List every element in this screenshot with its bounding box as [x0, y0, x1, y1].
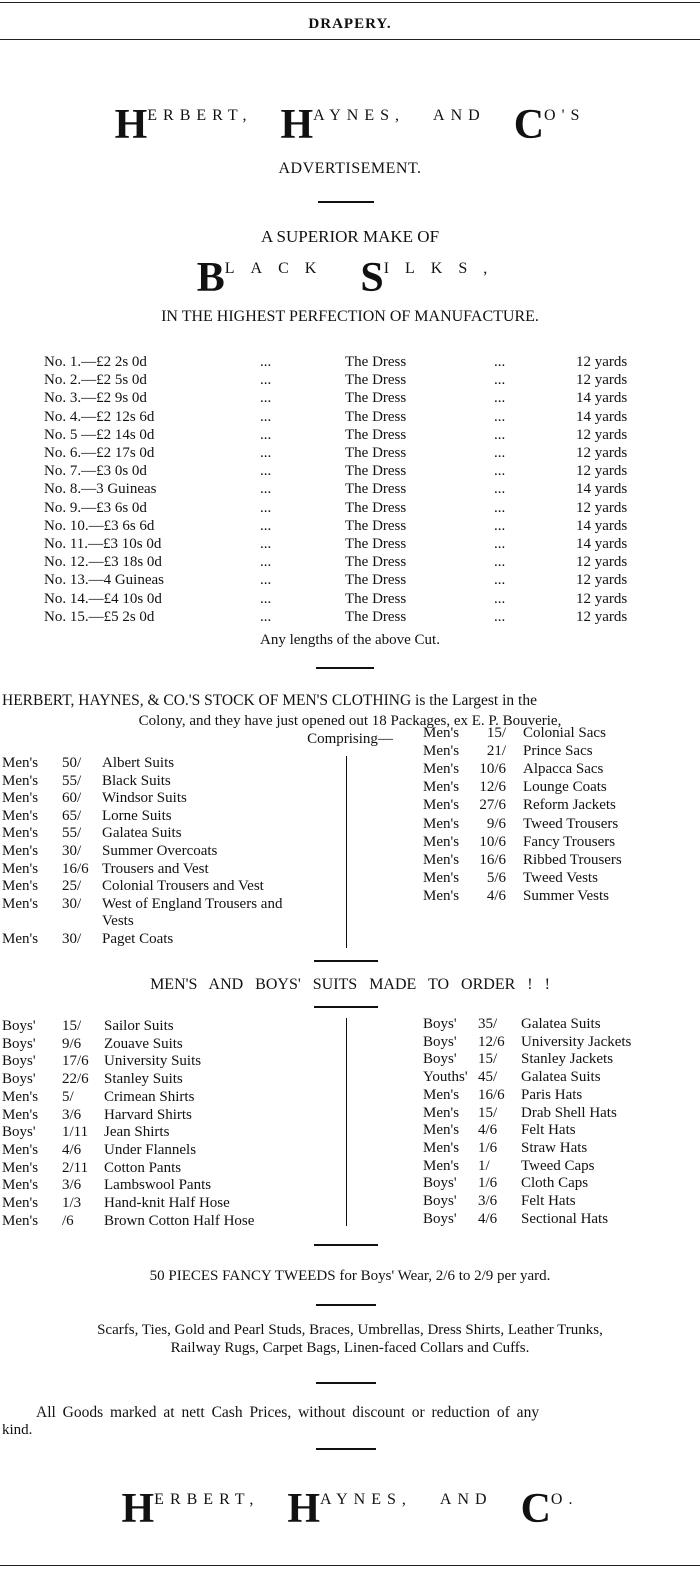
price-row — [0, 427, 700, 445]
price-row — [0, 372, 700, 390]
ellipsis: ... — [494, 408, 506, 425]
price-label: 3/6 — [478, 1193, 498, 1209]
cash-notice-line2: kind. — [2, 1422, 33, 1438]
dress-label: The Dress — [345, 463, 407, 480]
clothing-row — [0, 1140, 700, 1158]
item-label: Alpacca Sacs — [523, 761, 604, 778]
clothing-row — [0, 1105, 700, 1123]
ellipsis: ... — [260, 499, 272, 516]
clothing-row — [0, 1034, 700, 1052]
ellipsis: ... — [494, 499, 506, 516]
buyer-label: Boys' — [2, 1018, 36, 1034]
ellipsis: ... — [260, 481, 272, 498]
buyer-label: Men's — [2, 1141, 39, 1158]
clothing-row — [0, 1175, 700, 1193]
price-label: 35/ — [478, 1016, 498, 1032]
dress-label: The Dress — [345, 426, 407, 443]
initial-h2: H — [280, 102, 314, 148]
clothing-row — [0, 1051, 700, 1069]
price-label: 30/ — [62, 843, 82, 859]
buyer-label: Men's — [423, 833, 460, 850]
item-label: Tweed Vests — [523, 869, 598, 886]
price-label: 55/ — [62, 825, 82, 842]
buyer-label: Men's — [2, 931, 39, 947]
item-label: Felt Hats — [521, 1122, 576, 1139]
item-label: University Jackets — [521, 1033, 632, 1050]
clothing-row — [0, 761, 700, 779]
price-number: No. 4.—£2 12s 6d — [44, 408, 155, 425]
sundries-line2: Railway Rugs, Carpet Bags, Linen-faced Collars and Cuffs. — [170, 1340, 530, 1356]
item-label: Tweed Trousers — [523, 815, 619, 832]
buyer-label: Boys' — [423, 1051, 457, 1068]
word-haynes: AYNES, — [320, 1491, 412, 1508]
dress-label: The Dress — [345, 390, 407, 407]
divider — [314, 1006, 378, 1008]
dress-label: The Dress — [345, 517, 407, 534]
yardage: 12 yards — [576, 372, 628, 389]
buyer-label: Men's — [423, 761, 460, 778]
price-label: 16/6 — [479, 851, 506, 868]
ellipsis: ... — [260, 554, 272, 571]
price-label: 17/6 — [62, 1053, 89, 1070]
any-lengths-note: Any lengths of the above Cut. — [260, 632, 440, 648]
buyer-label: Men's — [2, 1159, 39, 1176]
word-and: AND — [433, 107, 486, 124]
buyer-label: Boys' — [2, 1124, 36, 1141]
buyer-label: Men's — [423, 851, 460, 868]
item-label: Sailor Suits — [104, 1018, 174, 1034]
price-row — [0, 481, 700, 499]
price-row — [0, 518, 700, 536]
yardage: 12 yards — [576, 554, 628, 571]
yardage: 14 yards — [576, 517, 628, 534]
dress-label: The Dress — [345, 481, 407, 498]
buyer-label: Boys' — [423, 1016, 457, 1032]
clothing-row — [0, 931, 700, 949]
item-label: Zouave Suits — [104, 1035, 183, 1052]
initial-c: C — [513, 102, 545, 148]
price-label: 1/11 — [62, 1124, 89, 1141]
price-label: 60/ — [62, 790, 82, 807]
ellipsis: ... — [494, 426, 506, 443]
item-label: Crimean Shirts — [104, 1088, 195, 1105]
item-label: Stanley Suits — [104, 1071, 183, 1088]
bottom-rule — [0, 1565, 700, 1566]
item-label: West of England Trousers and — [102, 895, 283, 912]
ellipsis: ... — [260, 390, 272, 407]
word-haynes: AYNES, — [313, 107, 406, 124]
item-label: Galatea Suits — [102, 825, 182, 842]
made-to-order-heading: MEN'S AND BOYS' SUITS MADE TO ORDER ! ! — [150, 976, 550, 993]
clothing-row — [0, 1016, 700, 1034]
buyer-label: Boys' — [423, 1193, 457, 1209]
buyer-label: Men's — [2, 1195, 39, 1211]
divider — [314, 960, 378, 962]
price-row — [0, 354, 700, 372]
dress-label: The Dress — [345, 408, 407, 425]
price-label: 4/6 — [478, 1210, 498, 1227]
item-label: Brown Cotton Half Hose — [104, 1212, 255, 1229]
top-rule — [0, 2, 700, 3]
dress-label: The Dress — [345, 590, 407, 607]
price-label: 15/ — [486, 725, 506, 741]
price-label: 16/6 — [62, 860, 89, 877]
price-label: 22/6 — [62, 1071, 89, 1088]
buyer-label: Men's — [2, 1212, 39, 1229]
price-label: 30/ — [62, 931, 82, 947]
price-number: No. 2.—£2 5s 0d — [44, 372, 147, 389]
clothing-row — [0, 743, 700, 761]
price-number: No. 9.—£3 6s 0d — [44, 499, 147, 516]
item-label: Trousers and Vest — [102, 860, 209, 877]
price-label: 55/ — [62, 772, 82, 789]
dress-label: The Dress — [345, 354, 407, 370]
buyer-label: Boys' — [423, 1033, 457, 1050]
item-label: Harvard Shirts — [104, 1106, 192, 1123]
price-label: 65/ — [62, 807, 82, 824]
header-rule — [0, 39, 700, 40]
clothing-row — [0, 913, 700, 931]
item-label: Paget Coats — [102, 931, 174, 947]
item-label: Lorne Suits — [102, 807, 172, 824]
price-row — [0, 445, 700, 463]
price-label: 9/6 — [486, 815, 506, 832]
ellipsis: ... — [494, 372, 506, 389]
initial-h: H — [121, 1486, 155, 1532]
dress-label: The Dress — [345, 554, 407, 571]
buyer-label: Boys' — [423, 1210, 457, 1227]
ellipsis: ... — [260, 463, 272, 480]
buyer-label: Men's — [423, 743, 460, 760]
buyer-label: Men's — [423, 815, 460, 832]
price-label: 15/ — [62, 1018, 82, 1034]
buyer-label: Men's — [2, 895, 39, 912]
price-number: No. 14.—£4 10s 0d — [44, 590, 162, 607]
buyer-label: Men's — [423, 1104, 460, 1121]
item-label: Cloth Caps — [521, 1175, 589, 1192]
price-label: 21/ — [486, 743, 506, 760]
section-header: DRAPERY. — [308, 16, 392, 32]
clothing-row — [0, 725, 700, 743]
price-row — [0, 591, 700, 609]
clothing-row — [0, 1087, 700, 1105]
ellipsis: ... — [494, 445, 506, 461]
item-label: Galatea Suits — [521, 1016, 601, 1032]
price-label: 12/6 — [478, 1033, 505, 1050]
item-label: Colonial Trousers and Vest — [102, 878, 264, 895]
price-number: No. 3.—£2 9s 0d — [44, 390, 147, 407]
yardage: 12 yards — [576, 608, 628, 625]
price-label: 1/6 — [478, 1139, 498, 1156]
firm-name-bottom — [0, 1488, 700, 1530]
ellipsis: ... — [494, 481, 506, 498]
dress-label: The Dress — [345, 536, 407, 552]
price-label: 4/6 — [62, 1141, 82, 1158]
price-row — [0, 554, 700, 572]
buyer-label: Men's — [2, 807, 39, 824]
buyer-label: Men's — [2, 1088, 39, 1105]
price-label: 1/6 — [478, 1175, 498, 1192]
item-label: Galatea Suits — [521, 1069, 601, 1086]
stock-intro-line2: Colony, and they have just opened out 18 Packages, ex E. P. Bouverie, — [138, 713, 562, 729]
buyer-label: Men's — [2, 843, 39, 859]
buyer-label: Men's — [423, 887, 460, 904]
price-number: No. 5 —£2 14s 0d — [44, 426, 155, 443]
clothing-row — [0, 1069, 700, 1087]
buyer-label: Boys' — [2, 1035, 36, 1052]
item-label: Black Suits — [102, 772, 171, 789]
price-number: No. 1.—£2 2s 0d — [44, 354, 147, 370]
item-label: University Suits — [104, 1053, 202, 1070]
stock-intro-line3: Comprising— — [307, 731, 393, 747]
ellipsis: ... — [260, 426, 272, 443]
buyer-label: Men's — [2, 825, 39, 842]
price-number: No. 6.—£2 17s 0d — [44, 445, 155, 461]
ellipsis: ... — [494, 517, 506, 534]
price-label: 1/ — [478, 1157, 490, 1174]
buyer-label: Boys' — [423, 1175, 457, 1192]
yardage: 14 yards — [576, 390, 628, 407]
advertisement-heading: ADVERTISEMENT. — [278, 160, 422, 177]
yardage: 12 yards — [576, 354, 628, 370]
price-label: 50/ — [62, 755, 82, 771]
buyer-label: Men's — [423, 797, 460, 814]
ellipsis: ... — [260, 408, 272, 425]
price-label: 30/ — [62, 895, 82, 912]
price-row — [0, 609, 700, 627]
item-label: Paris Hats — [521, 1086, 583, 1103]
initial-h: H — [114, 102, 148, 148]
buyer-label: Boys' — [2, 1071, 36, 1088]
item-label: Straw Hats — [521, 1139, 588, 1156]
buyer-label: Men's — [2, 790, 39, 807]
price-label: 10/6 — [479, 833, 506, 850]
buyer-label: Men's — [2, 860, 39, 877]
ellipsis: ... — [494, 554, 506, 571]
divider — [316, 1448, 376, 1450]
price-row — [0, 409, 700, 427]
price-row — [0, 572, 700, 590]
initial-h2: H — [287, 1486, 321, 1532]
yardage: 12 yards — [576, 572, 628, 589]
price-label: 9/6 — [62, 1035, 82, 1052]
buyer-label: Men's — [2, 1106, 39, 1123]
word-cos: O'S — [544, 107, 586, 124]
clothing-row — [0, 1193, 700, 1211]
price-label: 27/6 — [479, 797, 506, 814]
dress-label: The Dress — [345, 445, 407, 461]
clothing-row — [0, 797, 700, 815]
yardage: 14 yards — [576, 408, 628, 425]
price-row — [0, 500, 700, 518]
word-herbert: ERBERT, — [154, 1491, 260, 1508]
item-label: Summer Vests — [523, 887, 609, 904]
clothing-row — [0, 779, 700, 797]
stock-intro-line1: HERBERT, HAYNES, & CO.'S STOCK OF MEN'S CLOTHING is the Largest in the — [2, 692, 537, 709]
word-co: O. — [550, 1491, 579, 1508]
clothing-row — [0, 852, 700, 870]
price-label: 4/6 — [478, 1122, 498, 1139]
ellipsis: ... — [494, 572, 506, 589]
price-label: 2/11 — [62, 1159, 89, 1176]
item-label: Summer Overcoats — [102, 843, 218, 859]
buyer-label: Men's — [423, 1157, 460, 1174]
item-label: Jean Shirts — [104, 1124, 170, 1141]
price-number: No. 10.—£3 6s 6d — [44, 517, 155, 534]
initial-b: B — [196, 255, 225, 301]
buyer-label: Youths' — [423, 1069, 468, 1086]
price-number: No. 15.—£5 2s 0d — [44, 608, 155, 625]
price-number: No. 8.—3 Guineas — [44, 481, 157, 498]
ellipsis: ... — [260, 608, 272, 625]
cash-notice-line1: All Goods marked at nett Cash Prices, without discount or reduction of any — [36, 1404, 540, 1421]
price-label: 12/6 — [479, 779, 506, 796]
superior-heading: A SUPERIOR MAKE OF — [260, 227, 440, 246]
black-silks-heading — [0, 257, 700, 299]
buyer-label: Men's — [423, 1086, 460, 1103]
dress-label: The Dress — [345, 572, 407, 589]
initial-c: C — [520, 1486, 551, 1532]
item-label: Ribbed Trousers — [523, 851, 622, 868]
price-label: 4/6 — [486, 887, 506, 904]
yardage: 12 yards — [576, 463, 628, 480]
price-row — [0, 536, 700, 554]
item-label: Reform Jackets — [523, 797, 616, 814]
price-label: 15/ — [478, 1051, 498, 1068]
ellipsis: ... — [494, 354, 506, 370]
price-row — [0, 390, 700, 408]
ellipsis: ... — [494, 463, 506, 480]
yardage: 12 yards — [576, 426, 628, 443]
price-label: 1/3 — [62, 1195, 82, 1211]
price-label: 5/6 — [486, 869, 506, 886]
price-number: No. 7.—£3 0s 0d — [44, 463, 147, 480]
item-label: Cotton Pants — [104, 1159, 182, 1176]
ellipsis: ... — [494, 536, 506, 552]
divider — [316, 667, 374, 669]
price-number: No. 11.—£3 10s 0d — [44, 536, 162, 552]
item-label: Lambswool Pants — [104, 1177, 212, 1194]
price-label: 3/6 — [62, 1106, 82, 1123]
divider — [316, 1382, 376, 1384]
word-and: AND — [439, 1491, 493, 1508]
price-number: No. 13.—4 Guineas — [44, 572, 164, 589]
ellipsis: ... — [260, 354, 272, 370]
clothing-row — [0, 1211, 700, 1229]
buyer-label: Men's — [423, 869, 460, 886]
price-label: 45/ — [478, 1069, 498, 1086]
ellipsis: ... — [260, 445, 272, 461]
item-label: Hand-knit Half Hose — [104, 1195, 230, 1211]
yardage: 14 yards — [576, 536, 628, 552]
buyer-label: Boys' — [2, 1053, 36, 1070]
dress-label: The Dress — [345, 372, 407, 389]
buyer-label: Men's — [423, 1122, 460, 1139]
ellipsis: ... — [260, 536, 272, 552]
yardage: 14 yards — [576, 481, 628, 498]
price-label: 15/ — [478, 1104, 498, 1121]
initial-s: S — [360, 255, 384, 301]
clothing-row — [0, 888, 700, 906]
divider — [318, 201, 374, 203]
item-label: Felt Hats — [521, 1193, 576, 1209]
item-label: Vests — [102, 913, 134, 930]
buyer-label: Men's — [2, 755, 39, 771]
ellipsis: ... — [260, 517, 272, 534]
buyer-label: Men's — [2, 878, 39, 895]
ellipsis: ... — [494, 390, 506, 407]
dress-label: The Dress — [345, 608, 407, 625]
ellipsis: ... — [260, 590, 272, 607]
buyer-label: Men's — [2, 1177, 39, 1194]
perfection-heading: IN THE HIGHEST PERFECTION OF MANUFACTURE. — [161, 308, 539, 325]
price-row — [0, 463, 700, 481]
buyer-label: Men's — [423, 725, 460, 741]
clothing-row — [0, 870, 700, 888]
item-label: Tweed Caps — [521, 1157, 595, 1174]
buyer-label: Men's — [423, 779, 460, 796]
clothing-row — [0, 816, 700, 834]
price-number: No. 12.—£3 18s 0d — [44, 554, 162, 571]
price-label: 5/ — [62, 1088, 74, 1105]
ellipsis: ... — [494, 590, 506, 607]
ellipsis: ... — [260, 572, 272, 589]
yardage: 12 yards — [576, 499, 628, 516]
divider — [316, 1304, 376, 1306]
item-label: Drab Shell Hats — [521, 1104, 617, 1121]
sundries-line1: Scarfs, Ties, Gold and Pearl Studs, Braces, Umbrellas, Dress Shirts, Leather Trunks, — [97, 1322, 603, 1338]
dress-label: The Dress — [345, 499, 407, 516]
yardage: 12 yards — [576, 590, 628, 607]
divider — [314, 1244, 378, 1246]
item-label: Stanley Jackets — [521, 1051, 614, 1068]
firm-name-top — [0, 104, 700, 146]
word-ilks: ILKS, — [383, 260, 504, 277]
buyer-label: Men's — [423, 1139, 460, 1156]
clothing-row — [0, 1122, 700, 1140]
price-label: /6 — [62, 1212, 74, 1229]
clothing-row — [0, 1158, 700, 1176]
item-label: Windsor Suits — [102, 790, 187, 807]
item-label: Under Flannels — [104, 1141, 197, 1158]
item-label: Albert Suits — [102, 755, 175, 771]
item-label: Prince Sacs — [523, 743, 593, 760]
ellipsis: ... — [494, 608, 506, 625]
word-herbert: ERBERT, — [147, 107, 253, 124]
price-label: 16/6 — [478, 1086, 505, 1103]
ellipsis: ... — [260, 372, 272, 389]
tweeds-notice: 50 PIECES FANCY TWEEDS for Boys' Wear, 2/6 to 2/9 per yard. — [149, 1268, 551, 1284]
item-label: Colonial Sacs — [523, 725, 606, 741]
clothing-row — [0, 834, 700, 852]
yardage: 12 yards — [576, 445, 628, 461]
word-lack: LACK — [224, 260, 333, 277]
price-label: 3/6 — [62, 1177, 82, 1194]
price-label: 25/ — [62, 878, 82, 895]
price-label: 10/6 — [479, 761, 506, 778]
item-label: Lounge Coats — [523, 779, 607, 796]
item-label: Fancy Trousers — [523, 833, 616, 850]
buyer-label: Men's — [2, 772, 39, 789]
item-label: Sectional Hats — [521, 1210, 609, 1227]
